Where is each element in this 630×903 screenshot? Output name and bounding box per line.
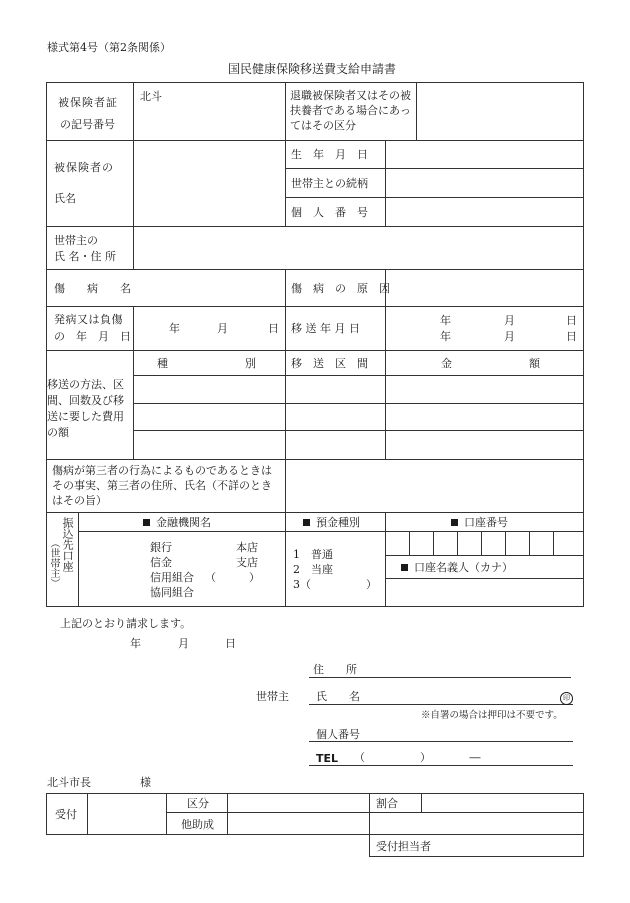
square-bullet-icon <box>303 519 310 526</box>
retired-category-label: 退職被保険者又はその被扶養者である場合にあってはその区分 <box>290 89 411 132</box>
claim-year: 年 <box>130 637 141 650</box>
transfer-type-fields[interactable] <box>137 378 281 454</box>
household-head-label: 世帯主の <box>54 234 98 247</box>
transfer-year-2: 年 <box>440 330 451 343</box>
reception-label: 受付 <box>55 808 77 821</box>
disease-cause-label: 傷 病 の 原 因 <box>291 282 390 295</box>
third-party-field[interactable] <box>289 463 579 508</box>
claimant-personal-number-label: 個人番号 <box>316 728 360 741</box>
insured-name-label-2: 氏名 <box>54 192 76 205</box>
claimant-name-field[interactable] <box>309 704 573 705</box>
onset-date-label: 発病又は負傷 <box>54 313 123 326</box>
personal-number-field[interactable] <box>389 201 579 223</box>
deposit-type-header <box>303 516 360 529</box>
addressee-sama: 様 <box>140 776 151 789</box>
seal-note: ※自署の場合は押印は不要です。 <box>421 710 563 721</box>
claim-statement: 上記のとおり請求します。 <box>60 617 192 630</box>
seal-icon: 印 <box>560 692 573 705</box>
other-aid-label: 他助成 <box>181 818 214 831</box>
account-holder-header-text: 口座名義人（カナ） <box>414 561 513 574</box>
account-number-field[interactable] <box>387 533 583 554</box>
account-number-header-text: 口座番号 <box>464 516 508 529</box>
household-head-label-2: 氏 名・住 所 <box>54 250 116 263</box>
transfer-amount-fields[interactable] <box>389 378 579 454</box>
section-header: 移 送 区 間 <box>291 357 368 370</box>
claim-month: 月 <box>178 637 189 650</box>
tel-format: （ ） ― <box>354 751 481 764</box>
category-label: 区分 <box>187 797 209 810</box>
disease-cause-field[interactable] <box>389 273 579 303</box>
birth-date-field[interactable] <box>389 144 579 166</box>
household-head-claim-label: 世帯主 <box>256 690 289 703</box>
relation-field[interactable] <box>389 172 579 194</box>
transfer-month-1: 月 <box>504 314 515 327</box>
insured-cert-label: 被保険者証 <box>58 96 118 109</box>
honten-word: 本店 <box>236 541 258 554</box>
form-title: 国民健康保険移送費支給申請書 <box>228 62 397 76</box>
square-bullet-icon <box>143 519 150 526</box>
institution-header-text: 金融機関名 <box>156 516 211 529</box>
type-header: 種 別 <box>157 357 256 370</box>
claimant-name-label: 氏 名 <box>316 690 360 703</box>
birth-date-label: 生 年 月 日 <box>291 148 368 161</box>
disease-name-label: 傷 病 名 <box>54 282 131 295</box>
square-bullet-icon <box>401 564 408 571</box>
personal-number-label: 個 人 番 号 <box>291 206 368 219</box>
claimant-address-field[interactable] <box>309 677 571 678</box>
onset-day: 日 <box>268 322 279 335</box>
square-bullet-icon <box>451 519 458 526</box>
addressee: 北斗市長 <box>47 776 91 789</box>
deposit-option-ordinary[interactable]: 1 普通 <box>293 548 333 561</box>
onset-date-label-2: の 年 月 日 <box>54 330 131 343</box>
shinkin-word: 信金 <box>150 556 172 569</box>
claimant-address-label: 住 所 <box>313 663 357 676</box>
shinyou-word: 信用組合 <box>150 571 194 584</box>
account-holder-field[interactable] <box>387 580 583 606</box>
institution-header <box>143 516 211 529</box>
third-party-label: 傷病が第三者の行為によるものであるときはその事実、第三者の住所、氏名（不詳のときはその旨） <box>52 464 272 507</box>
ratio-label: 割合 <box>376 797 398 810</box>
form-number: 様式第4号（第2条関係） <box>47 41 171 54</box>
bank-side-label-2: （世帯主） <box>48 538 59 588</box>
deposit-option-current[interactable]: 2 当座 <box>293 563 333 576</box>
onset-year: 年 <box>169 322 180 335</box>
transfer-month-2: 月 <box>504 330 515 343</box>
deposit-type-header-text: 預金種別 <box>316 516 360 529</box>
transfer-section-fields[interactable] <box>289 378 381 454</box>
transfer-day-1: 日 <box>566 314 577 327</box>
cert-number-field[interactable]: 北斗 <box>140 90 162 103</box>
transfer-year-1: 年 <box>440 314 451 327</box>
disease-name-field[interactable] <box>137 273 281 303</box>
amount-header: 金 額 <box>441 357 540 370</box>
insured-cert-label-2: の記号番号 <box>60 118 115 131</box>
household-head-field[interactable] <box>137 230 579 265</box>
onset-month: 月 <box>217 322 228 335</box>
tel-label: TEL <box>316 752 339 765</box>
tel-field[interactable] <box>309 765 573 766</box>
retired-category-field[interactable] <box>420 86 580 136</box>
deposit-option-other[interactable]: 3（ ） <box>293 578 377 591</box>
insured-name-field[interactable] <box>137 144 281 222</box>
kyoudou-word: 協同組合 <box>150 586 194 599</box>
insured-name-label: 被保険者の <box>54 161 114 174</box>
transfer-method-label: 移送の方法、区間、回数及び移送に要した費用の額 <box>47 378 124 439</box>
staff-label: 受付担当者 <box>376 840 431 853</box>
branch-paren: （ ） <box>205 571 260 584</box>
bank-word: 銀行 <box>150 541 172 554</box>
relation-label: 世帯主との続柄 <box>291 177 368 190</box>
account-holder-header <box>401 561 513 574</box>
claim-day: 日 <box>225 637 236 650</box>
transfer-day-2: 日 <box>566 330 577 343</box>
shiten-word: 支店 <box>236 556 258 569</box>
seal-mark <box>560 690 573 705</box>
bank-side-label: 振込先口座 <box>61 517 75 572</box>
claimant-personal-number-field[interactable] <box>309 741 573 742</box>
account-number-header <box>451 516 508 529</box>
transfer-date-label: 移 送 年 月 日 <box>291 322 360 335</box>
